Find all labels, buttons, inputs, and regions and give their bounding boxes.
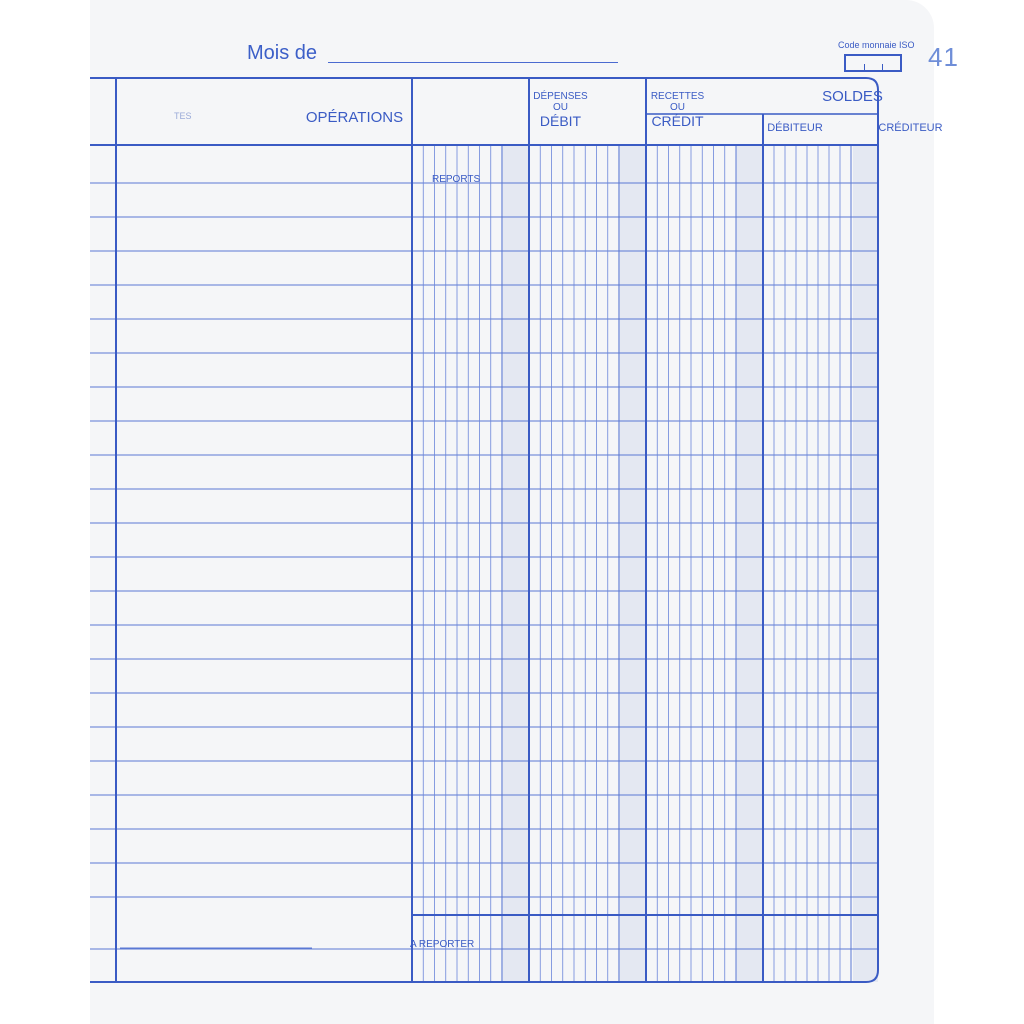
- iso-box-divider: [882, 64, 883, 70]
- ledger-page: [90, 0, 959, 1024]
- recettes-line2: OU: [670, 102, 685, 113]
- cents-column-shade: [736, 145, 762, 982]
- depenses-line2: OU: [553, 102, 568, 113]
- iso-box-divider: [864, 64, 865, 70]
- cents-column-shade: [853, 145, 878, 982]
- ledger-grid: [90, 0, 934, 1024]
- cents-column-shade: [618, 145, 645, 982]
- column-operations-header: OPÉRATIONS: [305, 109, 404, 126]
- month-label: Mois de: [247, 42, 318, 64]
- column-recettes-header: [619, 91, 736, 129]
- depenses-line1: DÉPENSES: [533, 91, 588, 102]
- column-depenses-header: [502, 91, 619, 129]
- recettes-line3: CRÉDIT: [651, 113, 704, 129]
- column-dates-header: TES: [174, 111, 192, 121]
- a-reporter-label: A REPORTER: [410, 939, 475, 950]
- iso-code-box[interactable]: [844, 54, 902, 72]
- cents-column-shade: [501, 145, 528, 982]
- depenses-line3: DÉBIT: [539, 113, 582, 129]
- column-debiteur-header: DÉBITEUR: [767, 122, 823, 134]
- recettes-line1: RECETTES: [650, 91, 705, 102]
- iso-code-label: Code monnaie ISO: [838, 40, 915, 50]
- column-soldes-header: SOLDES: [822, 88, 883, 105]
- month-input-line[interactable]: [328, 62, 618, 63]
- reports-label: REPORTS: [432, 174, 481, 185]
- page-number: 41: [928, 42, 959, 72]
- column-crediteur-header: CRÉDITEUR: [878, 122, 943, 134]
